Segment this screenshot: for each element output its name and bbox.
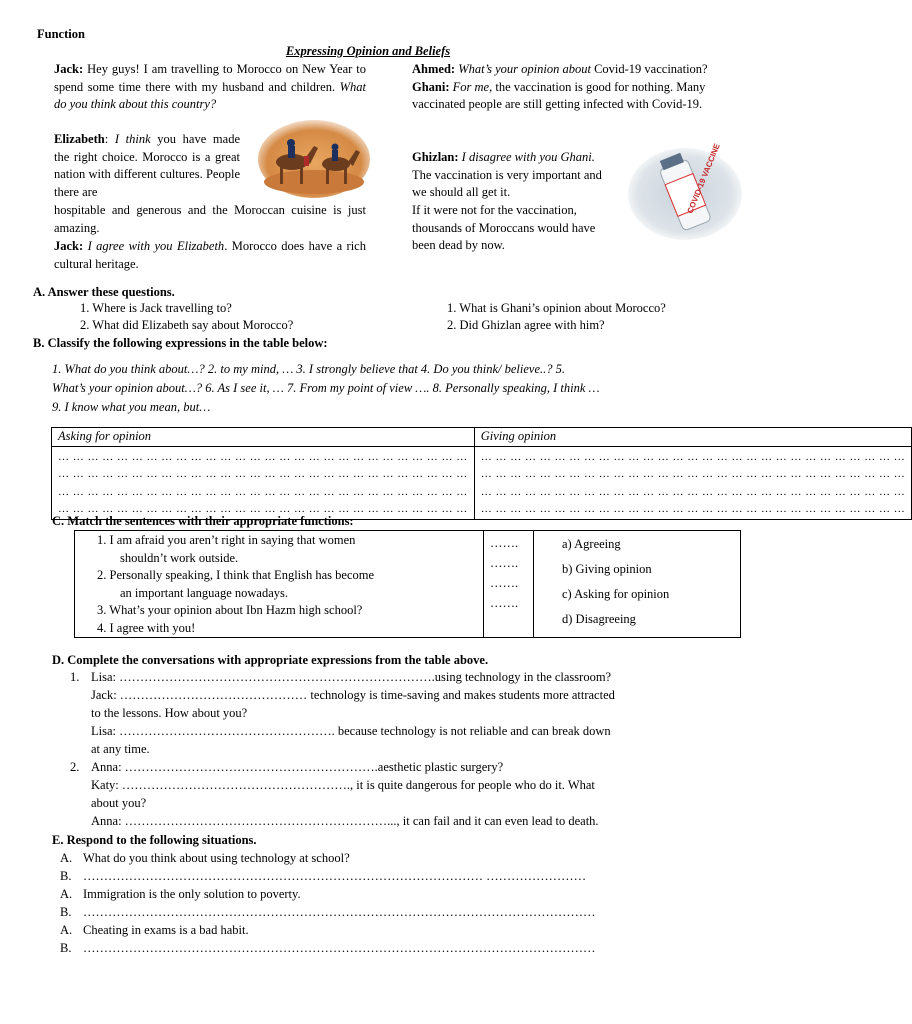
- match-table: [74, 530, 741, 638]
- function-b: b) Giving opinion: [562, 562, 652, 576]
- conv1-line-2: Jack: ……………………………………… technology is time-saving and makes students more attracted: [91, 688, 615, 702]
- question-a-right-1: 1. What is Ghani’s opinion about Morocco?: [447, 301, 666, 315]
- expressions-line-2: What’s your opinion about…? 6. As I see it, … 7. From my point of view …. 8. Personally speaking, I think …: [52, 381, 600, 395]
- dialog-right: [412, 61, 718, 114]
- sentence-4: 4. I agree with you!: [97, 620, 196, 635]
- sentences-cell: 1. I am afraid you aren’t right in saying that women shouldn’t work outside. 2. Personally speaking, I think that English has become an important language nowadays. 3. What’s your opinion about Ibn Hazm high school? 4. I agree with you!: [75, 531, 484, 638]
- function-c: c) Asking for opinion: [562, 587, 670, 601]
- vaccine-vial-image: [628, 142, 742, 240]
- situation-1-label: A.: [60, 851, 73, 865]
- elizabeth-line: Elizabeth: I think you have made the right choice. Morocco is a great nation with different cultures. People there are: [54, 132, 240, 199]
- conversation-2-number: 2.: [70, 760, 80, 774]
- speaker-ghani: Ghani:: [412, 79, 450, 94]
- ghani-line: Ghani: For me, the vaccination is good for nothing. Many vaccinated people are still getting infected with Covid-19.: [412, 79, 706, 111]
- answer-blank-2[interactable]: …….: [490, 556, 519, 570]
- conversation-1-number: 1.: [70, 670, 80, 684]
- response-1-label: B.: [60, 869, 72, 883]
- section-e-title: E. Respond to the following situations.: [52, 833, 257, 847]
- speaker-jack-2: Jack:: [54, 239, 84, 253]
- response-3-label: B.: [60, 941, 72, 955]
- expressions-line-3: 9. I know what you mean, but…: [52, 400, 211, 414]
- sentence-1: 1. I am afraid you aren’t right in saying that women: [97, 533, 356, 547]
- conv1-line-3: to the lessons. How about you?: [91, 706, 248, 720]
- response-1-line[interactable]: …………………………………………………………………………………… ……………………: [83, 869, 587, 883]
- ghizlan-line: Ghizlan: I disagree with you Ghani. The vaccination is very important and we should all get it.: [412, 150, 602, 199]
- answer-blank-3[interactable]: …….: [490, 576, 519, 590]
- col-asking-cell[interactable]: … … … … … … … … … … … … … … … … … … … … … … … … … … … … … … … … … … … … … … … … … … … … … … … … … … … … … … … … … … … … … … … … … … … … … … … … … … … … … … … … … … … … … … … … … … … … … … … … … … … … … … … … … … … … … … … …: [52, 446, 475, 519]
- speaker-ahmed: Ahmed:: [412, 62, 456, 76]
- page-heading: Function: [37, 27, 85, 41]
- speaker-ghizlan: Ghizlan:: [412, 150, 459, 164]
- situation-3-text: Cheating in exams is a bad habit.: [83, 923, 249, 937]
- question-a-right-2: 2. Did Ghizlan agree with him?: [447, 318, 605, 332]
- section-d-title: D. Complete the conversations with appropriate expressions from the table above.: [52, 653, 489, 667]
- function-d: d) Disagreeing: [562, 612, 636, 626]
- conv2-line-1: Anna: …………………………………………………….aesthetic plastic surgery?: [91, 760, 504, 774]
- sentence-3: 3. What’s your opinion about Ibn Hazm high school?: [97, 603, 363, 617]
- situation-2-label: A.: [60, 887, 73, 901]
- situation-2-text: Immigration is the only solution to poverty.: [83, 887, 301, 901]
- conv1-line-1: Lisa: ………………………………………………………………….using technology in the classroom?: [91, 670, 612, 684]
- col-giving-cell[interactable]: … … … … … … … … … … … … … … … … … … … … … … … … … … … … … … … … … … … … … … … … … … … … … … … … … … … … … … … … … … … … … … … … … … … … … … … … … … … … … … … … … … … … … … … … … … … … … … … … … … … … … … … … … … … … … … … … … … … …: [474, 446, 912, 519]
- vaccine-label: COVID-19 VACCINE: [685, 142, 722, 215]
- answer-blank-1[interactable]: …….: [490, 536, 519, 550]
- question-a-left-2: 2. What did Elizabeth say about Morocco?: [80, 318, 294, 332]
- expressions-line-1: 1. What do you think about…? 2. to my mind, … 3. I strongly believe that 4. Do you think/ believe..? 5.: [52, 362, 565, 376]
- col-asking-header: Asking for opinion: [52, 428, 475, 447]
- conv1-line-5: at any time.: [91, 742, 150, 756]
- section-c-title: C. Match the sentences with their appropriate functions:: [52, 514, 354, 528]
- page-subtitle: Expressing Opinion and Beliefs: [285, 44, 451, 58]
- ahmed-line: Ahmed: What’s your opinion about Covid-19 vaccination?: [412, 62, 708, 76]
- answer-blanks-cell: [484, 531, 534, 638]
- camel-desert-image: [258, 120, 370, 198]
- conv1-line-4: Lisa: ……………………………………………. because technology is not reliable and can break down: [91, 724, 611, 738]
- response-2-label: B.: [60, 905, 72, 919]
- situation-1-text: What do you think about using technology at school?: [83, 851, 350, 865]
- elizabeth-line-2: hospitable and generous and the Moroccan cuisine is just amazing.: [54, 203, 366, 235]
- conv2-line-3: about you?: [91, 796, 147, 810]
- sentence-2: 2. Personally speaking, I think that English has become: [97, 568, 375, 582]
- function-a: a) Agreeing: [562, 537, 621, 551]
- jack-line-2: Jack: I agree with you Elizabeth. Morocco does have a rich cultural heritage.: [54, 239, 366, 271]
- ghizlan-line-2: If it were not for the vaccination, thousands of Moroccans would have been dead by now.: [412, 203, 596, 252]
- situation-3-label: A.: [60, 923, 73, 937]
- question-a-left-1: 1. Where is Jack travelling to?: [80, 301, 232, 315]
- functions-cell: [534, 531, 741, 638]
- jack-line-1: Jack: Hey guys! I am travelling to Morocco on New Year to spend some time there with my husband and children. What do you think about this country?: [54, 62, 366, 111]
- section-a-title: A. Answer these questions.: [33, 285, 175, 299]
- answer-blank-4[interactable]: …….: [490, 596, 519, 610]
- classify-table: [51, 427, 912, 520]
- speaker-jack: Jack:: [54, 62, 84, 76]
- col-giving-header: Giving opinion: [474, 428, 912, 447]
- conv2-line-2: Katy: ………………………………………………., it is quite dangerous for people who do it. What: [91, 778, 595, 792]
- section-b-title: B. Classify the following expressions in the table below:: [33, 336, 328, 350]
- response-3-line[interactable]: ……………………………………………………………………………………………………………: [83, 941, 596, 955]
- conv2-line-4: Anna: ………………………………………………………..., it can fail and it can even lead to death.: [91, 814, 599, 828]
- dialog-left: [54, 61, 366, 114]
- speaker-elizabeth: Elizabeth: [54, 132, 105, 146]
- response-2-line[interactable]: ……………………………………………………………………………………………………………: [83, 905, 596, 919]
